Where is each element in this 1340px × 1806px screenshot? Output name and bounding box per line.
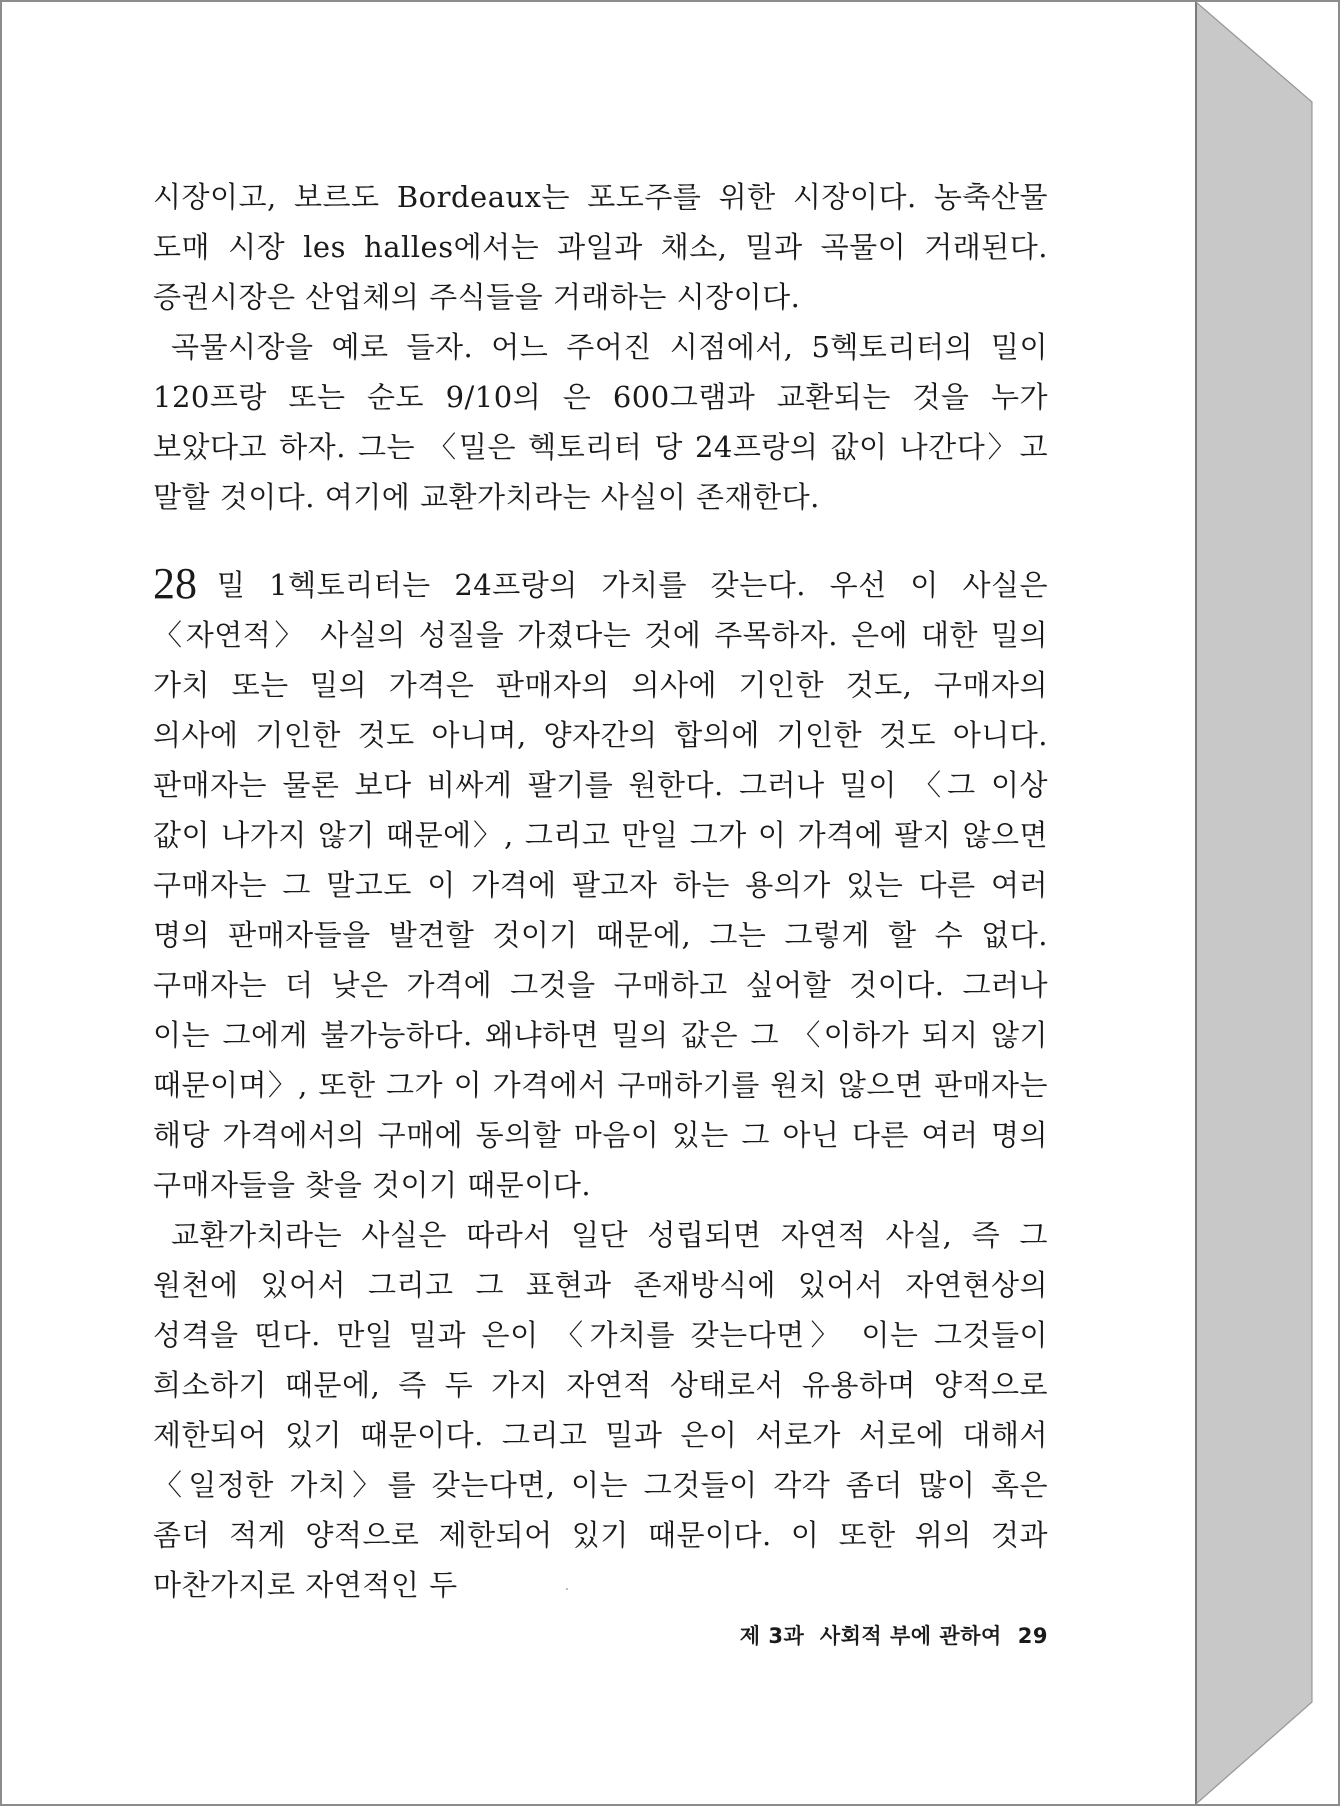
running-title: 제 3과 사회적 부에 관하여: [739, 1624, 1002, 1648]
page-stack-side: [1196, 2, 1312, 1804]
body-text: [153, 172, 1048, 1610]
section-number: 28: [153, 559, 197, 608]
page-footer: [600, 1620, 1048, 1650]
paragraph-3: [153, 560, 1048, 1210]
stray-mark: [566, 1588, 568, 1590]
paragraph-2-text: 곡물시장을 예로 들자. 어느 주어진 시점에서, 5헥토리터의 밀이 120프랑 또는 순도 9/10의 은 600그램과 교환되는 것을 누가 보았다고 하자. 그는 〈밀은 헥토리터 당 24프랑의 값이 나간다〉고 말할 것이다. 여기에 교환가치라는 사실이 존재한다.: [153, 330, 1048, 514]
paragraph-4: [153, 1210, 1048, 1610]
paragraph-4-text: 교환가치라는 사실은 따라서 일단 성립되면 자연적 사실, 즉 그 원천에 있어서 그리고 그 표현과 존재방식에 있어서 자연현상의 성격을 띤다. 만일 밀과 은이 〈가치를 갖는다면〉 이는 그것들이 희소하기 때문에, 즉 두 가지 자연적 상태로서 유용하며 양적으로 제한되어 있기 때문이다. 그리고 밀과 은이 서로가 서로에 대해서 〈일정한 가치〉를 갖는다면, 이는 그것들이 각각 좀더 많이 혹은 좀더 적게 양적으로 제한되어 있기 때문이다. 이 또한 위의 것과 마찬가지로 자연적인 두: [153, 1218, 1048, 1602]
paragraph-1: [153, 172, 1048, 322]
section-gap: [153, 522, 1048, 560]
paragraph-3-text: 밀 1헥토리터는 24프랑의 가치를 갖는다. 우선 이 사실은 〈자연적〉 사실의 성질을 가졌다는 것에 주목하자. 은에 대한 밀의 가치 또는 밀의 가격은 판매자의 의사에 기인한 것도, 구매자의 의사에 기인한 것도 아니며, 양자간의 합의에 기인한 것도 아니다. 판매자는 물론 보다 비싸게 팔기를 원한다. 그러나 밀이 〈그 이상 값이 나가지 않기 때문에〉, 그리고 만일 그가 이 가격에 팔지 않으면 구매자는 그 말고도 이 가격에 팔고자 하는 용의가 있는 다른 여러 명의 판매자들을 발견할 것이기 때문에, 그는 그렇게 할 수 없다. 구매자는 더 낮은 가격에 그것을 구매하고 싶어할 것이다. 그러나 이는 그에게 불가능하다. 왜냐하면 밀의 값은 그 〈이하가 되지 않기 때문이며〉, 또한 그가 이 가격에서 구매하기를 원치 않으면 판매자는 해당 가격에서의 구매에 동의할 마음이 있는 그 아닌 다른 여러 명의 구매자들을 찾을 것이기 때문이다.: [153, 568, 1048, 1202]
paragraph-1-text: 시장이고, 보르도 Bordeaux는 포도주를 위한 시장이다. 농축산물 도매 시장 les halles에서는 과일과 채소, 밀과 곡물이 거래된다. 증권시장은 산업체의 주식들을 거래하는 시장이다.: [153, 180, 1048, 314]
page-number: 29: [1017, 1624, 1048, 1648]
paragraph-2: [153, 322, 1048, 522]
